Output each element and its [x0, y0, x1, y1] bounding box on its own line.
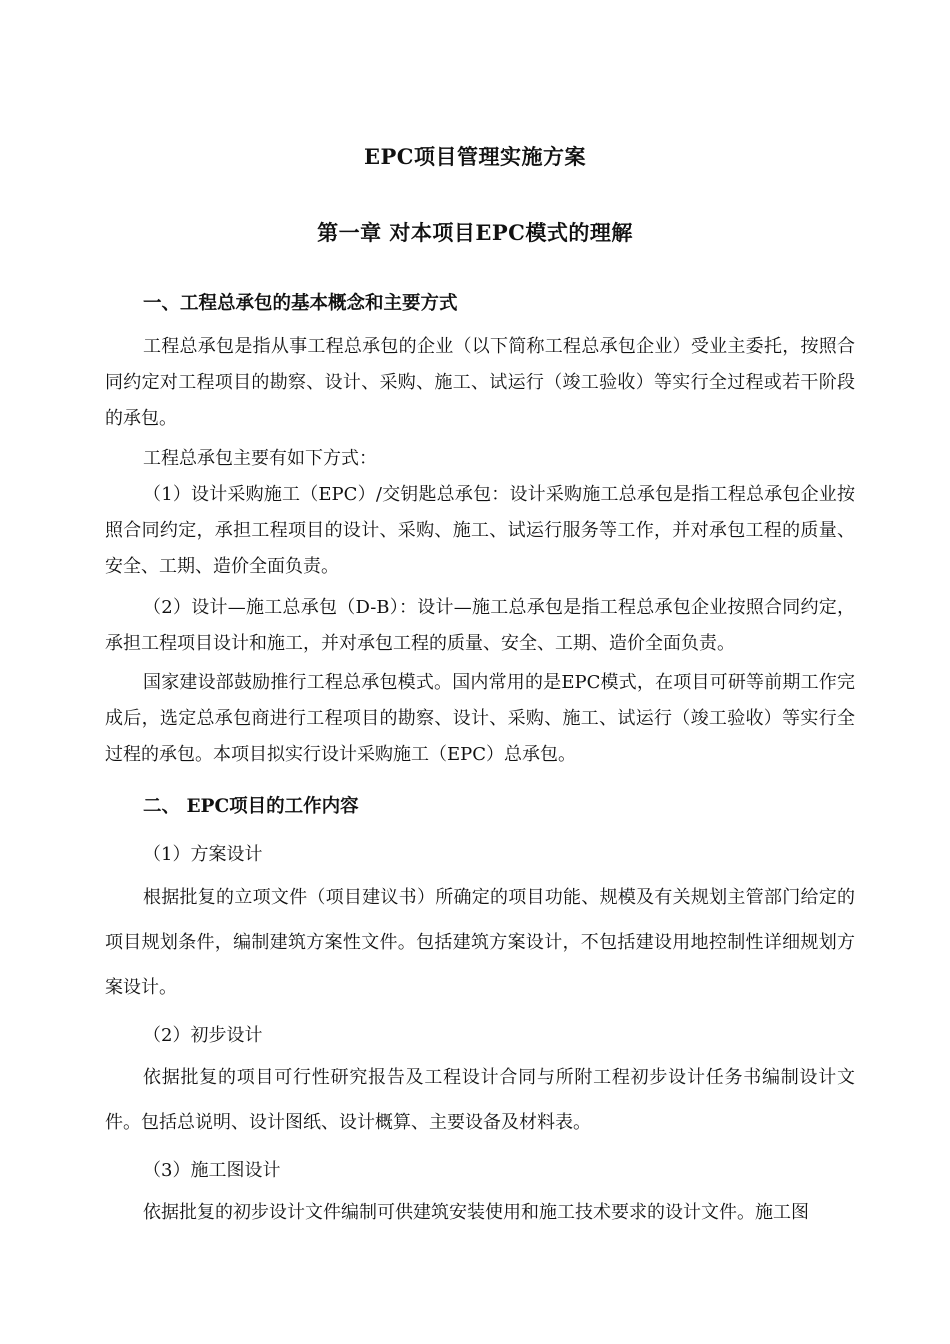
- paragraph-methods-intro: 工程总承包主要有如下方式：: [143, 448, 377, 469]
- chapter-title: 第一章 对本项目EPC模式的理解: [317, 220, 633, 245]
- paragraph-epc-method: （1）设计采购施工（EPC）/交钥匙总承包：设计采购施工总承包是指工程总承包企业按照合同约定，承担工程项目的设计、采购、施工、试运行服务等工作，并对承包工程的质量、安全、工期、造价全面负责。: [105, 484, 855, 577]
- section-heading-2: 二、 EPC项目的工作内容: [143, 796, 359, 817]
- paragraph-construction-drawing: 依据批复的初步设计文件编制可供建筑安装使用和施工技术要求的设计文件。施工图: [143, 1202, 809, 1223]
- paragraph-scheme-design: 根据批复的立项文件（项目建议书）所确定的项目功能、规模及有关规划主管部门给定的项目规划条件，编制建筑方案性文件。包括建筑方案设计，不包括建设用地控制性详细规划方案设计。: [105, 887, 855, 998]
- item-label-construction-drawing: （3）施工图设计: [143, 1160, 281, 1181]
- paragraph-national-policy: 国家建设部鼓励推行工程总承包模式。国内常用的是EPC模式，在项目可研等前期工作完成后，选定总承包商进行工程项目的勘察、设计、采购、施工、试运行（竣工验收）等实行全过程的承包。本项目拟实行设计采购施工（EPC）总承包。: [105, 672, 855, 765]
- section-heading-1: 一、工程总承包的基本概念和主要方式: [143, 293, 458, 314]
- document-title: EPC项目管理实施方案: [363, 144, 586, 169]
- paragraph-definition: 工程总承包是指从事工程总承包的企业（以下简称工程总承包企业）受业主委托，按照合同约定对工程项目的勘察、设计、采购、施工、试运行（竣工验收）等实行全过程或若干阶段的承包。: [105, 336, 855, 429]
- paragraph-preliminary-design: 依据批复的项目可行性研究报告及工程设计合同与所附工程初步设计任务书编制设计文件。包括总说明、设计图纸、设计概算、主要设备及材料表。: [105, 1067, 855, 1133]
- item-label-scheme-design: （1）方案设计: [143, 844, 263, 865]
- item-label-preliminary-design: （2）初步设计: [143, 1025, 263, 1046]
- paragraph-db-method: （2）设计—施工总承包（D-B）：设计—施工总承包是指工程总承包企业按照合同约定，承担工程项目设计和施工，并对承包工程的质量、安全、工期、造价全面负责。: [105, 597, 855, 654]
